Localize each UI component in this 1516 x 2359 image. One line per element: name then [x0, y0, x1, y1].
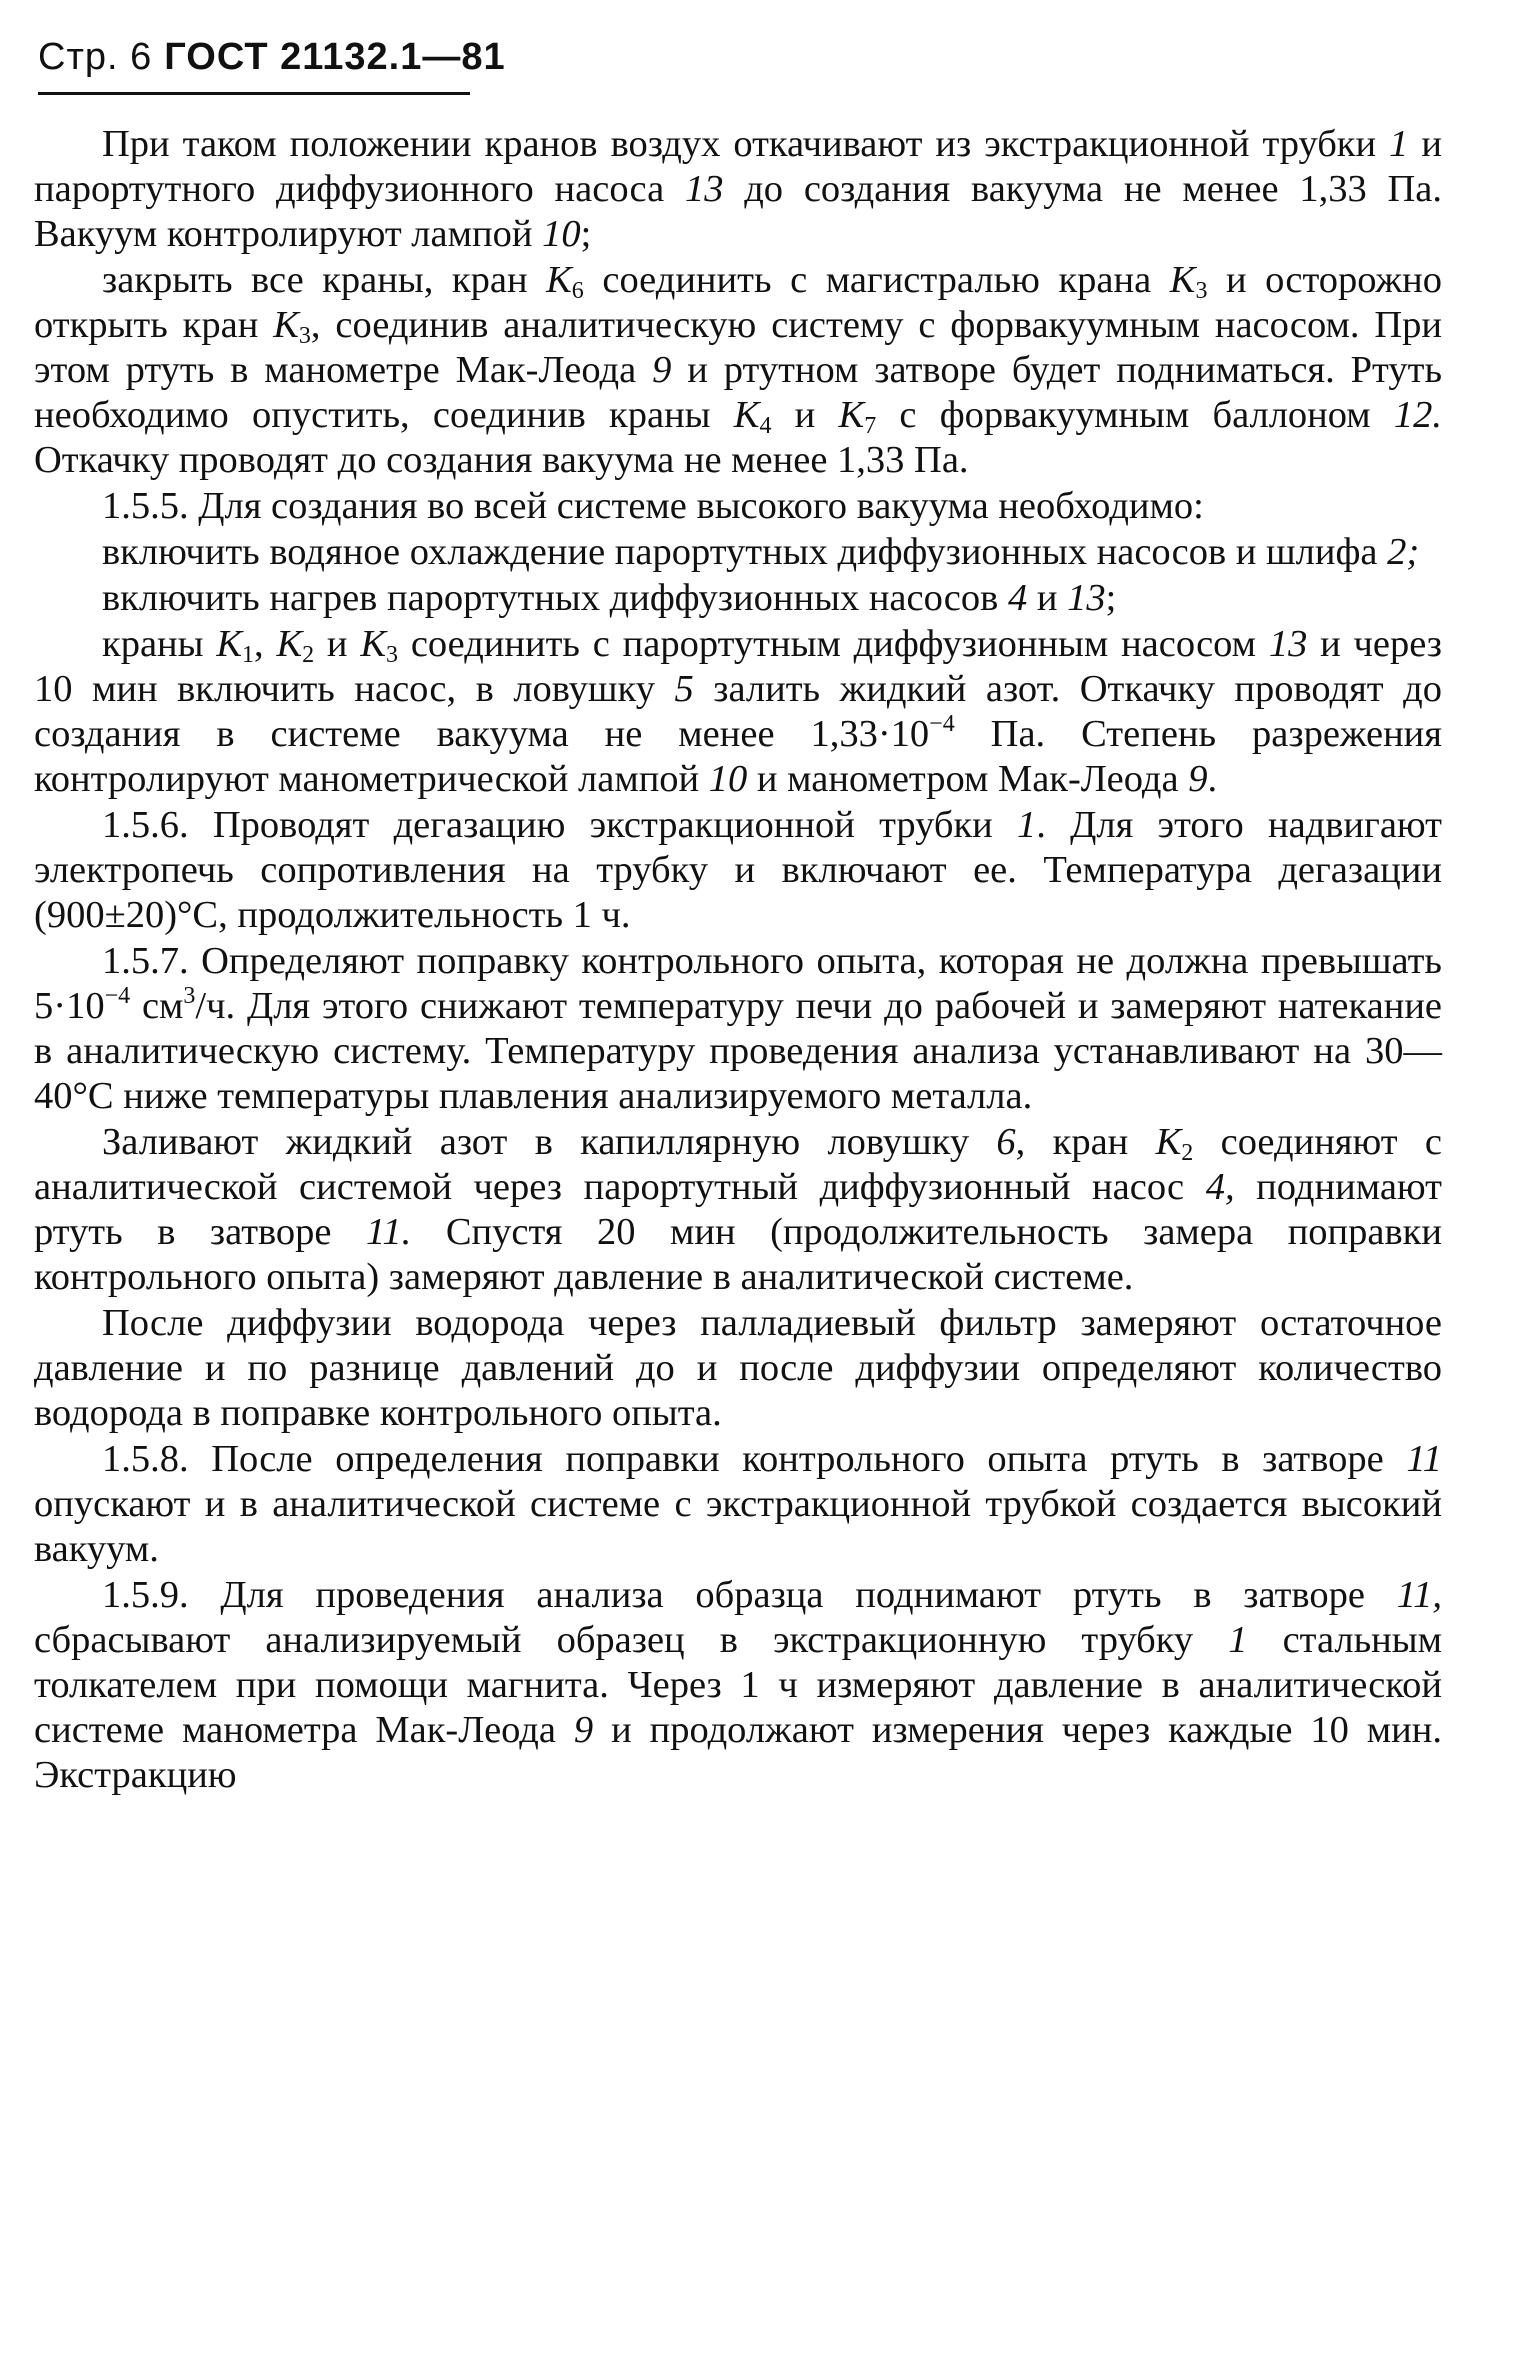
- text-run: включить водяное охлаждение парортутных диффузионных насосов и шлифа: [102, 531, 1388, 573]
- text-run: и: [771, 394, 839, 436]
- text-run: ;: [580, 213, 592, 255]
- subscript: 3: [386, 642, 399, 668]
- paragraph: [34, 803, 1442, 938]
- paragraph: [34, 258, 1442, 483]
- italic-reference: 12.: [1393, 394, 1442, 436]
- text-run: закрыть все краны, кран: [102, 259, 547, 301]
- header-rule: [38, 92, 470, 95]
- paragraph: [34, 939, 1442, 1119]
- text-run: ;: [1105, 577, 1117, 619]
- text-run: 1.5.9. Для проведения анализа образца поднимают ртуть в затворе: [102, 1574, 1397, 1616]
- italic-reference: 1: [1389, 123, 1409, 165]
- text-run: см: [130, 985, 184, 1027]
- text-run: сбрасывают анализируемый образец в экстракционную трубку: [34, 1619, 1229, 1661]
- text-run: поднимают ртуть в затворе: [34, 1166, 1442, 1253]
- text-run: и осторожно открыть кран: [34, 259, 1443, 346]
- italic-reference: 2;: [1387, 531, 1420, 573]
- subscript: 2: [1181, 1140, 1194, 1166]
- subscript: 3: [1195, 278, 1208, 304]
- text-run: ,: [254, 623, 277, 665]
- paragraph: [34, 530, 1442, 575]
- subscript: 1: [242, 642, 254, 668]
- body-text: [34, 122, 1442, 1798]
- text-run: до создания вакуума не менее 1,33 Па. Вакуум контролируют лампой: [34, 168, 1442, 255]
- text-run: и ртутном затворе будет подниматься. Ртуть необходимо опустить, соединив краны: [34, 349, 1443, 436]
- paragraph: [34, 1437, 1442, 1572]
- italic-reference: K: [273, 304, 299, 346]
- subscript: 4: [759, 413, 772, 439]
- paragraph: [34, 1301, 1442, 1436]
- paragraph: [34, 622, 1442, 802]
- italic-reference: 9: [573, 1709, 594, 1751]
- italic-reference: 4: [1007, 577, 1028, 619]
- text-run: 1.5.8. После определения поправки контрольного опыта ртуть в затворе: [102, 1438, 1407, 1480]
- text-run: соединить с парортутным диффузионным насосом: [398, 623, 1269, 665]
- italic-reference: 13: [1067, 577, 1106, 619]
- italic-reference: 10: [708, 758, 748, 800]
- italic-reference: K: [838, 394, 865, 436]
- text-run: соединить с магистралью крана: [583, 259, 1170, 301]
- text-run: , соединив аналитическую систему с форвакуумным насосом. При этом ртуть в манометре Мак-Леода: [34, 304, 1442, 391]
- italic-reference: 11: [1406, 1438, 1442, 1480]
- text-run: краны: [102, 623, 217, 665]
- italic-reference: K: [1155, 1121, 1182, 1163]
- paragraph: [34, 1573, 1442, 1798]
- italic-reference: 10: [542, 213, 581, 255]
- subscript: 2: [302, 642, 315, 668]
- italic-reference: 1: [1017, 804, 1037, 846]
- text-run: . Для этого надвигают электропечь сопротивления на трубку и включают ее. Температура дегазации (900±20)°С, продолжительность 1 ч.: [34, 804, 1442, 936]
- subscript: 7: [864, 413, 877, 439]
- text-run: и: [314, 623, 361, 665]
- italic-reference: 9: [652, 349, 672, 391]
- italic-reference: K: [546, 259, 572, 301]
- italic-reference: K: [216, 623, 242, 665]
- text-run: .: [1207, 758, 1218, 800]
- text-run: /ч. Для этого снижают температуру печи до рабочей и замеряют натекание в аналитическую систему. Температуру проведения анализа устанавливают на 30—40°С ниже температуры плавления анализируемого металла.: [34, 985, 1443, 1117]
- text-run: и продолжают измерения через каждые 10 мин. Экстракцию: [34, 1709, 1442, 1796]
- italic-reference: 13: [1268, 623, 1308, 665]
- text-run: Па. Степень разрежения контролируют манометрической лампой: [34, 713, 1442, 800]
- text-run: При таком положении кранов воздух откачивают из экстракционной трубки: [102, 123, 1390, 165]
- text-run: залить жидкий азот. Откачку проводят до создания в системе вакуума не менее 1,33·10: [34, 668, 1442, 755]
- italic-reference: 11,: [1396, 1574, 1442, 1616]
- text-run: соединяют с аналитической системой через парортутный диффузионный насос: [34, 1121, 1442, 1208]
- text-run: , кран: [1015, 1121, 1156, 1163]
- italic-reference: K: [733, 394, 760, 436]
- superscript: 3: [183, 983, 196, 1009]
- text-run: с форвакуумным баллоном: [876, 394, 1394, 436]
- paragraph: [34, 484, 1442, 529]
- subscript: 3: [298, 323, 311, 349]
- text-run: и манометром Мак-Леода: [747, 758, 1189, 800]
- text-run: включить нагрев парортутных диффузионных насосов: [102, 577, 1008, 619]
- superscript: −4: [929, 711, 955, 737]
- italic-reference: 11.: [366, 1211, 412, 1253]
- text-run: и парортутного диффузионного насоса: [34, 123, 1442, 210]
- italic-reference: 5: [674, 668, 694, 710]
- italic-reference: K: [360, 623, 387, 665]
- italic-reference: K: [276, 623, 303, 665]
- italic-reference: 6: [996, 1121, 1016, 1163]
- text-run: Спустя 20 мин (продолжительность замера поправки контрольного опыта) замеряют давление в аналитической системе.: [34, 1211, 1442, 1298]
- subscript: 6: [571, 278, 584, 304]
- italic-reference: 13: [684, 168, 724, 210]
- text-run: опускают и в аналитической системе с экстракционной трубкой создается высокий вакуум.: [34, 1483, 1442, 1570]
- text-run: Заливают жидкий азот в капиллярную ловушку: [102, 1121, 997, 1163]
- running-head: [38, 36, 506, 79]
- italic-reference: 4,: [1205, 1166, 1235, 1208]
- text-run: стальным толкателем при помощи магнита. Через 1 ч измеряют давление в аналитической системе манометра Мак-Леода: [34, 1619, 1442, 1751]
- standard-number: ГОСТ 21132.1—81: [164, 36, 506, 78]
- text-run: и: [1027, 577, 1068, 619]
- text-run: 1.5.5. Для создания во всей системе высокого вакуума необходимо:: [102, 485, 1204, 527]
- paragraph: [34, 1120, 1442, 1300]
- text-run: После диффузии водорода через палладиевый фильтр замеряют остаточное давление и по разнице давлений до и после диффузии определяют количество водорода в поправке контрольного опыта.: [34, 1302, 1442, 1434]
- superscript: −4: [104, 983, 131, 1009]
- text-run: Откачку проводят до создания вакуума не менее 1,33 Па.: [34, 439, 969, 481]
- paragraph: [34, 576, 1442, 621]
- text-run: 1.5.7. Определяют поправку контрольного опыта, которая не должна превышать 5·10: [34, 940, 1442, 1027]
- italic-reference: 1: [1228, 1619, 1248, 1661]
- paragraph: [34, 122, 1442, 257]
- italic-reference: K: [1169, 259, 1196, 301]
- text-run: и через 10 мин включить насос, в ловушку: [34, 623, 1443, 710]
- text-run: 1.5.6. Проводят дегазацию экстракционной трубки: [102, 804, 1018, 846]
- page-number-label: Стр. 6: [38, 36, 153, 78]
- italic-reference: 9: [1188, 758, 1208, 800]
